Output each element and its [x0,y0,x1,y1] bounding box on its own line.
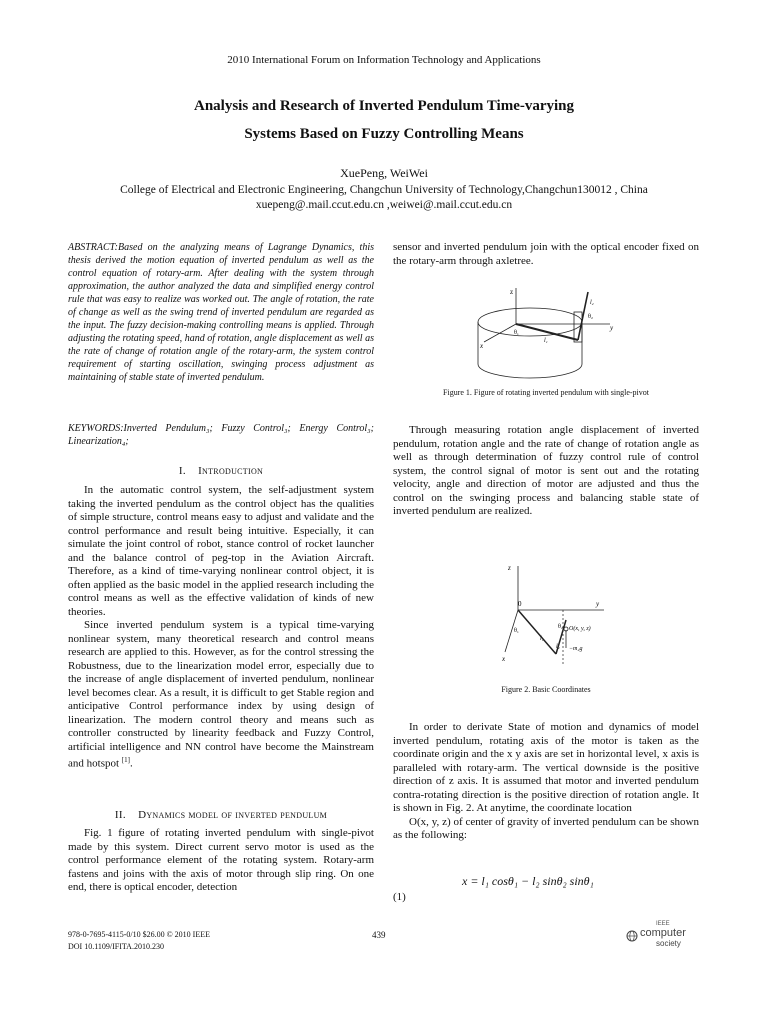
abstract: ABSTRACT:Based on the analyzing means of Lagrange Dynamics, this thesis derived the motion equation of inverted pendulum as well as the control equation of rotary-arm. After dealing with the system through approximation, the author analyzed the data and simplified energy control rule that was easy to realize was worked out. The angle of rotation, the rate of change as well as the swing trend of inverted pendulum are regarded as the input. The fuzzy decision-making controlling means is applied. Through adjusting the rotating speed, hand of rotation, angle displacement as well as the rate of change of rotation angle of the rotary-arm, the system control requirement of starting oscillation, swinging process adjustment as maintaining of stable state of inverted pendulum. [68,242,374,383]
affiliation [40,183,728,213]
fig2-x-label: x [502,655,506,663]
right-derivation-paragraphs [393,721,699,843]
fig1-l2-label: l₂ [590,300,594,306]
figure-2-diagram [500,560,660,670]
fig2-y-label: y [596,600,600,608]
section-1-body [68,484,374,771]
equation-1: x = l₁ cosθ₁ − l₂ sinθ₂ sinθ₁ [462,874,594,888]
section-1-number: I. [178,465,186,477]
logo-ieee-text: IEEE [656,921,670,927]
pendulum-rod [578,292,588,340]
fig1-theta1-label: θ₁ [514,330,519,336]
citation-ref: [1] [121,756,130,764]
fig2-rotary-arm [518,610,556,654]
right-continuation: sensor and inverted pendulum join with the optical encoder fixed on the rotary-arm through axletree. [393,241,699,267]
section-2-heading [68,809,374,823]
fig2-l1-label: l₁ [540,636,544,642]
section-1-title: Introduction [198,465,264,477]
derivation-paragraph: In order to derivate State of motion and dynamics of model inverted pendulum, rotating axis of the motor is taken as the coordinate origin and the x y axis are set in horizontal level, x axis is paralleled with rotary-arm. The vertical downside is the positive direction of z axis. It is assumed that motor and inverted pendulum contra-rotating direction is the positive direction of rotation angle. It is shown in Fig. 2. At anytime, the coordinate location [393,721,699,814]
fig1-x-label: x [480,342,484,350]
center-of-gravity-paragraph: O(x, y, z) of center of gravity of inverted pendulum can be shown as the following: [393,815,699,841]
intro-paragraph-2-end: . [129,757,133,770]
figure-1-diagram [470,282,640,382]
globe-icon [626,930,638,942]
page-number: 439 [372,930,386,940]
affiliation-institution: College of Electrical and Electronic Engineering, Changchun University of Technology,Changchun130012 , China [120,184,648,196]
logo-society-text: society [656,939,681,948]
intro-paragraph-2 [68,619,374,771]
logo-computer-text: computer [640,927,686,939]
paper-title-line2: Systems Based on Fuzzy Controlling Means [244,126,524,142]
cylinder-bottom [478,364,582,378]
fig2-theta2-label: θ₂ [558,624,563,630]
section-2-number: II. [114,809,126,821]
right-measurement-paragraph [393,424,699,519]
fig1-z-label: z [510,288,514,296]
footer-doi: DOI 10.1109/IFITA.2010.230 [68,942,164,951]
keywords: KEYWORDS:Inverted Pendulum₃; Fuzzy Control₃; Energy Control₃; Linearization₄; [68,423,374,447]
ieee-computer-society-logo [626,921,698,951]
paper-title-line1: Analysis and Research of Inverted Pendulum Time-varying [193,98,575,114]
fig1-y-label: y [610,324,614,332]
section-2-title: Dynamics model of inverted pendulum [138,809,328,821]
affiliation-emails: xuepeng@.mail.ccut.edu.cn ,weiwei@.mail.ccut.edu.cn [255,199,513,211]
authors: XuePeng, WeiWei [340,166,428,180]
intro-paragraph-2-text: Since inverted pendulum system is a typical time-varying nonlinear system, many theoretical research and control means research are applied to this. However, as for the control stressing the Robustness, due to the linearization model error, especially due to the increase of angle displacement of inverted pendulum, nonlinear level becomes clear. As a result, it is difficult to get Stable region and anticipative Control performance index by using design of linearization. The modern control theory and means such as controller constructed by linearity feedback and Fuzzy Control, artificial intelligence and NN control have become the Mainstream and hotspot [68,619,374,770]
fig1-theta2-label: θ₂ [588,314,593,320]
fig2-force-label: −m₂g [569,646,583,652]
fig2-theta1-label: θ₁ [514,628,519,634]
figure-2-caption: Figure 2. Basic Coordinates [501,685,591,694]
x-axis [484,324,516,342]
footer-isbn: 978-0-7695-4115-0/10 $26.00 © 2010 IEEE [68,930,210,939]
cylinder-top [478,308,582,336]
figure-1-caption: Figure 1. Figure of rotating inverted pendulum with single-pivot [443,388,649,397]
fig2-z-label: z [508,564,511,572]
fig2-l2-label: l₂ [556,644,560,650]
measurement-paragraph: Through measuring rotation angle displacement of inverted pendulum, rotation angle and the rate of change of rotation angle as well as through determination of fuzzy control rule of control system, the control signal of motor is sent out and the rotating velocity, angle and direction of motor are adjusted and thus the control on the swinging process and balancing stable state of inverted pendulum are realized. [393,424,699,517]
section-2-body [68,827,374,895]
conference-header: 2010 International Forum on Information Technology and Applications [227,54,541,66]
fig2-origin-label: 0 [518,600,522,608]
section-1-heading [68,465,374,479]
fig1-l1-label: l₁ [544,338,548,344]
equation-1-number: (1) [393,891,406,903]
fig2-point-label: O(x, y, z) [569,626,591,632]
dynamics-paragraph-1: Fig. 1 figure of rotating inverted pendulum with single-pivot made by this system. Direct current servo motor is used as the control performance element of the rotating system. Rotary-arm fastens and joins with the axis of motor through slip ring. On one end, there is optical encoder, detection [68,827,374,893]
intro-paragraph-1: In the automatic control system, the self-adjustment system taking the inverted pendulum as the control object has the qualities of simple structure, control means easy to adjust and validate and the control performance and result being intuitive. Especially, it can simulate the joint control of robot, stance control of rocket launcher and the balance control of peg-top in the Aviation Aircraft. Therefore, as a kind of time-varying nonlinear control object, it is often applied as the basic model in the applied research including the control means as well as the effective validation of kinds of new theories. [68,484,374,618]
